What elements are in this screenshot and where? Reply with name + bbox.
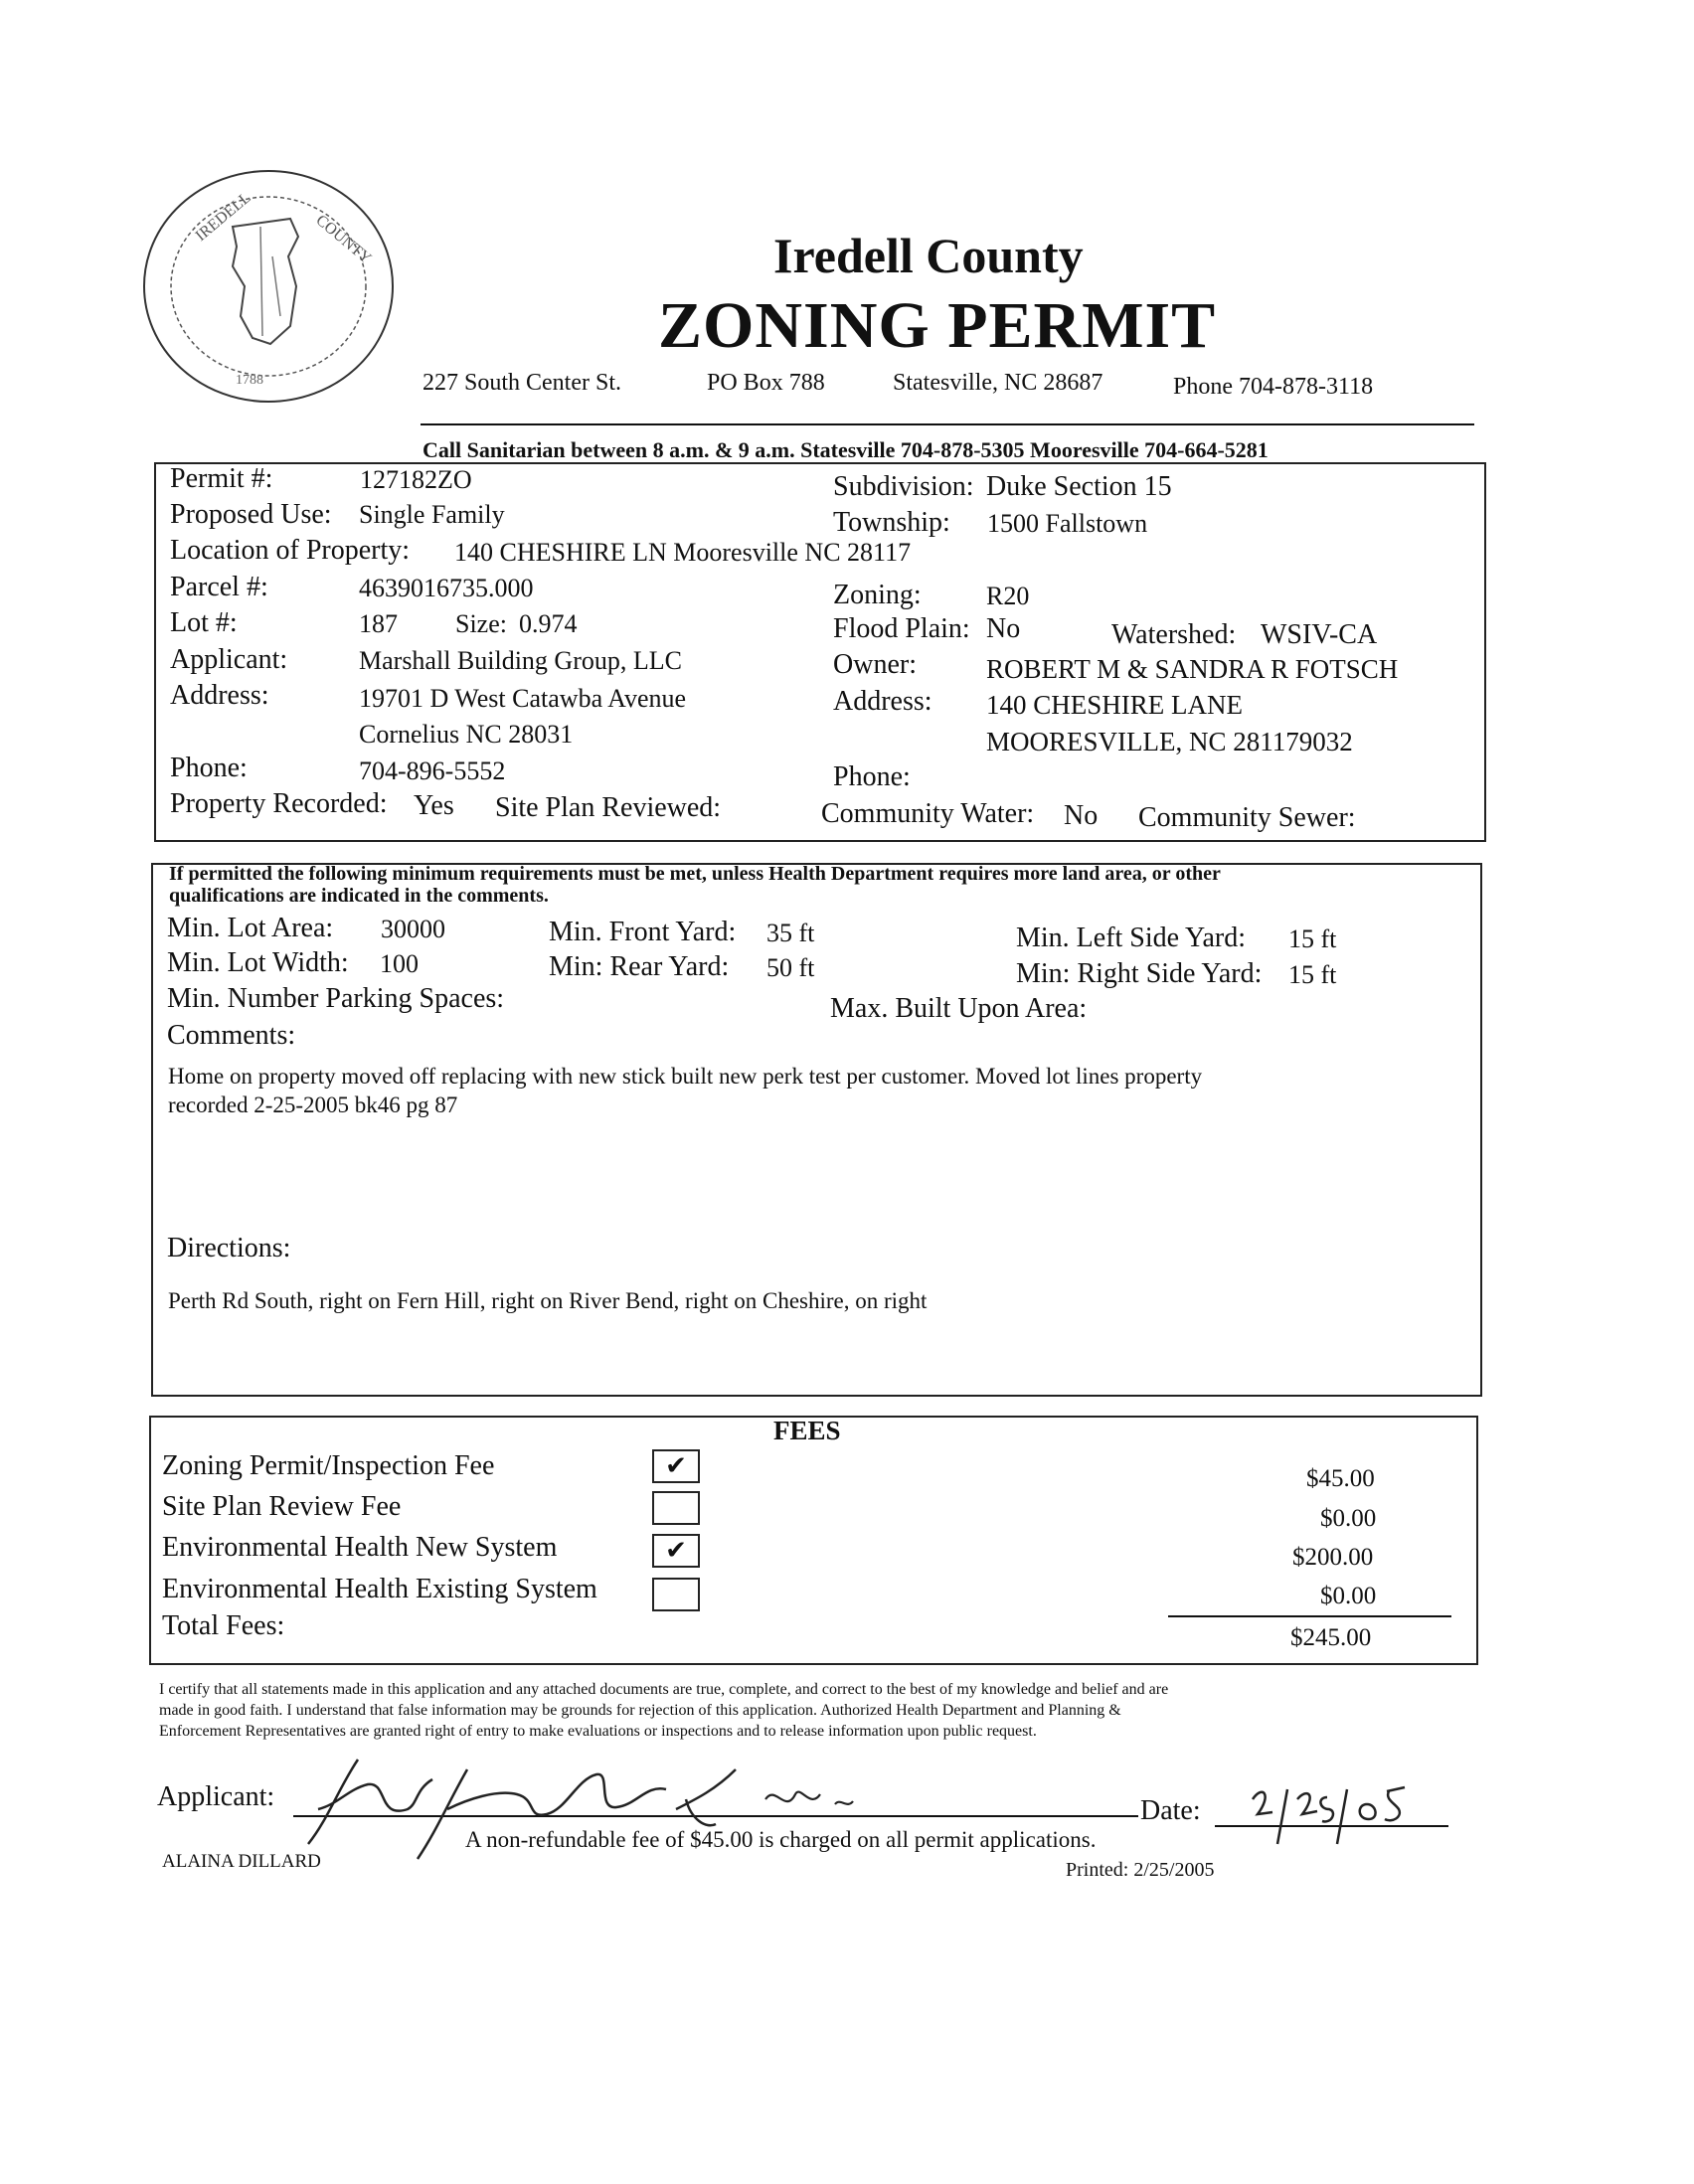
community-sewer-label: Community Sewer: (1138, 802, 1356, 833)
fee-checkbox-site-plan[interactable] (652, 1491, 700, 1525)
certify-line2: made in good faith. I understand that false information may be grounds for rejection of this application. Authorized Health Department and Planning & (159, 1702, 1121, 1719)
proposed-use-label: Proposed Use: (170, 499, 332, 530)
property-recorded-value: Yes (414, 790, 454, 821)
min-lot-area-label: Min. Lot Area: (167, 913, 334, 943)
certify-line1: I certify that all statements made in this application and any attached documents are true, complete, and correct to the best of my knowledge and belief and are (159, 1681, 1169, 1698)
applicant-signature-label: Applicant: (157, 1781, 275, 1812)
applicant-phone-label: Phone: (170, 753, 248, 783)
comments-line2: recorded 2-25-2005 bk46 pg 87 (168, 1092, 458, 1117)
fee-amount-site-plan: $0.00 (1320, 1505, 1377, 1532)
flood-plain-label: Flood Plain: (833, 613, 970, 644)
owner-value: ROBERT M & SANDRA R FOTSCH (986, 654, 1399, 684)
owner-label: Owner: (833, 649, 917, 680)
min-left-side-yard-value: 15 ft (1288, 924, 1337, 953)
fee-amount-eh-new: $200.00 (1292, 1544, 1374, 1571)
svg-text:COUNTY: COUNTY (312, 212, 375, 267)
min-right-side-yard-label: Min: Right Side Yard: (1016, 958, 1263, 989)
property-recorded-label: Property Recorded: (170, 788, 388, 819)
owner-address-label: Address: (833, 686, 932, 717)
size-value: 0.974 (519, 609, 578, 638)
fee-checkbox-eh-new[interactable]: ✔ (652, 1534, 700, 1568)
min-front-yard-value: 35 ft (766, 919, 815, 947)
comments-label: Comments: (167, 1020, 296, 1051)
owner-phone-label: Phone: (833, 761, 911, 792)
lot-value: 187 (359, 609, 398, 638)
fee-label-eh-new: Environmental Health New System (162, 1532, 558, 1563)
flood-plain-value: No (986, 613, 1021, 644)
site-plan-reviewed-label: Site Plan Reviewed: (495, 792, 722, 823)
min-front-yard-label: Min. Front Yard: (549, 917, 737, 947)
lot-label: Lot #: (170, 607, 238, 638)
fee-label-eh-existing: Environmental Health Existing System (162, 1574, 597, 1604)
location-label: Location of Property: (170, 535, 411, 566)
location-value: 140 CHESHIRE LN Mooresville NC 28117 (454, 538, 912, 567)
permit-info-box (154, 462, 1486, 842)
zoning-label: Zoning: (833, 580, 922, 610)
comments-line1: Home on property moved off replacing with new stick built new perk test per customer. Moved lot lines property (168, 1064, 1203, 1089)
header-pobox: PO Box 788 (707, 370, 825, 396)
directions-text: Perth Rd South, right on Fern Hill, right on River Bend, right on Cheshire, on right (168, 1288, 928, 1313)
watershed-value: WSIV-CA (1261, 619, 1378, 650)
page-title: ZONING PERMIT (658, 289, 1217, 362)
printed-date: Printed: 2/25/2005 (1066, 1859, 1215, 1881)
header-phone: Phone 704-878-3118 (1173, 374, 1374, 400)
min-lot-width-label: Min. Lot Width: (167, 947, 349, 978)
min-lot-width-value: 100 (380, 949, 419, 978)
min-left-side-yard-label: Min. Left Side Yard: (1016, 923, 1246, 953)
min-lot-area-value: 30000 (381, 915, 445, 943)
parcel-value: 4639016735.000 (359, 574, 534, 602)
handwritten-date (1248, 1779, 1417, 1849)
min-right-side-yard-value: 15 ft (1288, 960, 1337, 989)
date-label: Date: (1140, 1795, 1201, 1826)
requirements-box (151, 863, 1482, 1397)
total-fees-label: Total Fees: (162, 1610, 285, 1641)
permit-label: Permit #: (170, 463, 273, 494)
header-street: 227 South Center St. (423, 370, 622, 396)
svg-text:1788: 1788 (236, 373, 263, 388)
min-rear-yard-label: Min: Rear Yard: (549, 951, 730, 982)
proposed-use-value: Single Family (359, 500, 505, 529)
subdivision-value: Duke Section 15 (986, 471, 1172, 502)
min-rear-yard-value: 50 ft (766, 953, 815, 982)
certify-line3: Enforcement Representatives are granted right of entry to make evaluations or inspections and to release information upon public request. (159, 1723, 1037, 1740)
permit-number: 127182ZO (360, 465, 472, 494)
min-parking-label: Min. Number Parking Spaces: (167, 983, 505, 1014)
header-divider (421, 423, 1474, 425)
applicant-address-label: Address: (170, 680, 269, 711)
fee-checkbox-zoning[interactable]: ✔ (652, 1449, 700, 1483)
svg-text:IREDELL: IREDELL (192, 189, 254, 246)
applicant-address-line1: 19701 D West Catawba Avenue (359, 684, 687, 713)
fees-total-rule (1168, 1615, 1451, 1617)
fee-amount-zoning: $45.00 (1306, 1465, 1375, 1492)
fee-label-zoning: Zoning Permit/Inspection Fee (162, 1450, 495, 1481)
watershed-label: Watershed: (1111, 619, 1237, 650)
sanitarian-note: Call Sanitarian between 8 a.m. & 9 a.m. Statesville 704-878-5305 Mooresville 704-664-5281 (423, 437, 1269, 462)
size-label: Size: (455, 609, 507, 638)
max-built-upon-label: Max. Built Upon Area: (830, 993, 1088, 1024)
fees-title: FEES (773, 1416, 841, 1445)
county-name: Iredell County (773, 228, 1084, 283)
non-refundable-note: A non-refundable fee of $45.00 is charged on all permit applications. (465, 1827, 1097, 1852)
fee-amount-eh-existing: $0.00 (1320, 1583, 1377, 1609)
requirements-intro-2: qualifications are indicated in the comments. (169, 885, 549, 907)
clerk-name: ALAINA DILLARD (162, 1851, 321, 1872)
subdivision-label: Subdivision: (833, 471, 974, 502)
township-value: 1500 Fallstown (987, 509, 1148, 538)
applicant-label: Applicant: (170, 644, 288, 675)
county-seal-icon (141, 167, 396, 406)
community-water-value: No (1064, 800, 1099, 831)
directions-label: Directions: (167, 1233, 291, 1263)
fee-checkbox-eh-existing[interactable] (652, 1578, 700, 1611)
total-fees-value: $245.00 (1290, 1624, 1372, 1651)
owner-address-line1: 140 CHESHIRE LANE (986, 690, 1243, 720)
requirements-intro: If permitted the following minimum requirements must be met, unless Health Department requires more land area, or other (169, 863, 1221, 885)
zoning-value: R20 (986, 582, 1030, 610)
applicant-phone-value: 704-896-5552 (359, 756, 506, 785)
owner-address-line2: MOORESVILLE, NC 281179032 (986, 727, 1353, 756)
township-label: Township: (833, 507, 950, 538)
applicant-address-line2: Cornelius NC 28031 (359, 720, 574, 749)
community-water-label: Community Water: (821, 798, 1035, 829)
fee-label-site-plan: Site Plan Review Fee (162, 1491, 402, 1522)
applicant-value: Marshall Building Group, LLC (359, 646, 682, 675)
header-city: Statesville, NC 28687 (893, 370, 1103, 396)
parcel-label: Parcel #: (170, 572, 268, 602)
